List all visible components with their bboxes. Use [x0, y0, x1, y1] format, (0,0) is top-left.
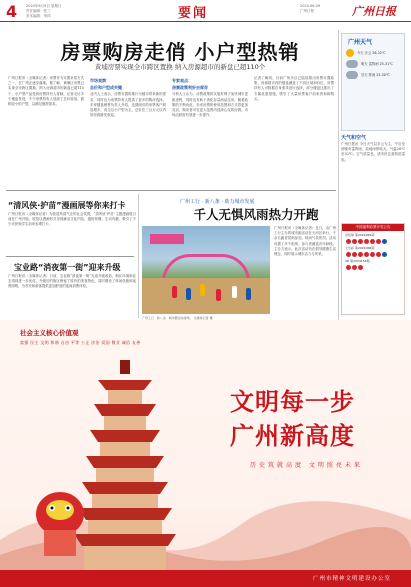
pagoda-spire	[120, 360, 130, 374]
story4-title: 宝业路“消夜第一街”迎来升级	[14, 263, 121, 272]
weather-row-text: 明天 雷阵雨 25-31℃	[361, 61, 393, 66]
lottery-ball	[346, 252, 351, 257]
photo-runner	[186, 288, 191, 300]
lead-subhead: 黄埔房票实现全市跨区置换 纳入房源超市的新盘已超110个	[94, 63, 266, 71]
lottery-ball	[346, 265, 351, 270]
masthead-date: 2024.06.09 广州日报	[300, 4, 321, 13]
lottery-ball	[346, 239, 351, 244]
lottery-row: 双色球 第2024065期	[345, 232, 375, 237]
cloud-rain-icon	[346, 60, 358, 68]
ad-footer	[0, 570, 411, 587]
lead-col2-text: 业内人士表示，房票安置的推行为楼市带来新的需求，同时也为房票持有人提供了更多的购房选择。多家楼盘销售负责人介绍，近期到访的房票客户明显增多，成交以小户型为主，总价在三百万元以内的房源最受欢迎。	[90, 92, 166, 118]
lottery-row: 3D 第2024152期	[345, 258, 370, 263]
lottery-ball	[352, 239, 357, 244]
lottery-ball	[358, 265, 363, 270]
lead-col4-text: 记者了解到，目前广州多区已陆续推出房票安置政策，房源超市内的楼盘涵盖了不同区域和价位，房票持有人可根据自身需求进行选择，部分楼盘还推出了专属优惠措施，吸引了大量房票客户前来咨询和购买。	[254, 76, 334, 101]
lottery-box	[341, 223, 405, 315]
cloud-icon	[346, 71, 358, 79]
weather-title: 广州天气	[348, 39, 373, 46]
photo-runner	[232, 286, 237, 298]
page-number: 4	[6, 2, 18, 21]
photo-runner	[200, 284, 205, 296]
photo-runner	[216, 289, 221, 301]
lottery-ball	[352, 265, 357, 270]
section-name: 要闻	[178, 6, 209, 21]
lead-column-4	[254, 76, 334, 184]
lead-headline: 房票购房走俏 小户型热销	[60, 40, 300, 64]
weather-row	[346, 60, 400, 68]
civic-ad	[0, 320, 411, 587]
ad-slogan: 历史筑就高度 文明照亮未来	[250, 462, 363, 469]
lead-col1-text: 广州日报讯（全媒体记者）房票作为安置补偿方式之一，在广州正逐步落地。据了解，黄埔区房票已实现全市跨区置换，纳入房源超市的新盘已超110个，小户型产品受到房票持有人青睐。记者走访多个楼盘发现，不少房票持有人选择了总价较低、面积较小的户型，以满足刚需需求。	[8, 76, 84, 107]
lead-column-1	[8, 76, 84, 184]
aqi-title: 天气和空气	[341, 135, 367, 141]
sun-icon	[346, 49, 354, 57]
story2-text	[274, 226, 336, 316]
lead-col3-sub: 房票政策利好去库存	[172, 85, 208, 91]
ad-tag: 社会主义核心价值观	[20, 329, 79, 337]
story2-title: 千人无惧风雨热力开跑	[193, 207, 319, 222]
lottery-ball	[352, 252, 357, 257]
lottery-ball	[358, 239, 363, 244]
lottery-header: 中国福利彩票开奖公告	[342, 224, 404, 231]
photo-caption: 广州工行 · 新八条 · 城市跑活动现场。 全媒体记者 摄	[142, 316, 213, 320]
lottery-ball	[382, 252, 387, 257]
aqi-text-body: 广州日报讯 今日天气以多云为主，午后至傍晚有雷阵雨，局地雨势较大，气温26℃至32℃。空气质量良，请市民注意防范雷电。	[341, 142, 405, 162]
ad-headline-2: 广州新高度	[230, 422, 355, 450]
story3-body: 广州日报讯（全媒体记者）为营造风清气正的社会氛围，“清风侠·护苗”主题漫画展日前在广州开展。展览以漫画形式呈现廉洁文化内容，通俗易懂、生动有趣，吸引了不少市民和学生前来参观打卡。	[8, 212, 136, 227]
lottery-ball	[376, 252, 381, 257]
story2-label: 广州工行 · 新八条 · 助力城市发展	[180, 199, 255, 205]
lead-column-3	[172, 76, 248, 184]
divider	[6, 190, 336, 191]
photo-runner	[246, 288, 251, 300]
lead-col2-label: 市场观察：	[90, 78, 110, 83]
ad-values: 富强 民主 文明 和谐 自由 平等 公正 法治 爱国 敬业 诚信 友善	[20, 340, 141, 345]
lottery-balls	[345, 251, 401, 257]
weather-row-text: 今天 多云 26-32℃	[357, 50, 386, 55]
lead-col2-sub: 总价和户型成关键	[90, 85, 122, 91]
lead-col3-label: 专家观点：	[172, 78, 192, 83]
divider	[338, 30, 339, 320]
lead-col3-text: 分析人士认为，房票政策的实施有利于加快城市更新进程，同时也有助于消化存量商品住房。随着政策的不断优化，未来房票的使用范围和方式将更加灵活，购房者可在更大范围内选择心仪的房源，市场活跃度有望进一步提升。	[172, 92, 248, 118]
lottery-ball	[364, 239, 369, 244]
photo-banner	[150, 234, 184, 244]
weather-row	[346, 71, 400, 79]
story2-body: 广州日报讯（全媒体记者）近日，由广州工行主办的城市跑活动在天河区举行，千余名跑者冒雨参加，现场气氛热烈。活动设置了多个组别，参与者涵盖各年龄段。主办方表示，此次活动旨在倡导健康生活理念，同时展示城市活力与风采。	[274, 226, 336, 257]
ad-headline-1: 文明每一步	[230, 388, 355, 416]
lottery-ball	[370, 252, 375, 257]
divider	[138, 194, 139, 318]
weather-row-text: 后天 阵雨 25-30℃	[361, 72, 390, 77]
story4-text	[8, 274, 136, 318]
running-event-photo	[142, 226, 270, 314]
photo-runner	[172, 286, 177, 298]
lottery-balls	[345, 264, 401, 270]
paper-logo: 广州日报	[352, 5, 396, 18]
weather-box	[341, 33, 405, 131]
lottery-ball	[358, 252, 363, 257]
story3-title: “清风侠·护苗”漫画展等你来打卡	[8, 201, 126, 210]
masthead	[0, 0, 411, 22]
lottery-ball	[382, 239, 387, 244]
lottery-ball	[364, 252, 369, 257]
lottery-ball	[376, 239, 381, 244]
lottery-balls	[345, 238, 401, 244]
lead-column-2	[90, 76, 166, 184]
ad-footer-text: 广州市精神文明建设办公室	[312, 576, 391, 582]
aqi-text	[341, 142, 405, 212]
lottery-row: 七乐彩 第2024066期	[345, 245, 375, 250]
masthead-meta: 2024年6月9日 星期日 责任编辑：张三 美术编辑：李四	[26, 4, 62, 18]
story4-body: 广州日报讯（全媒体记者）日前，宝业路“消夜第一街”完成升级改造，街区环境和业态得到进一步优化。升级后的街区保留了原有的美食特色，同时增设了休闲设施和夜景照明，为市民和游客提供更加舒适的夜间消费体验。	[8, 274, 136, 289]
lion-dance-illustration	[30, 480, 90, 560]
weather-row	[346, 49, 400, 57]
divider	[6, 256, 134, 257]
story3-text	[8, 212, 136, 254]
lottery-ball	[370, 239, 375, 244]
